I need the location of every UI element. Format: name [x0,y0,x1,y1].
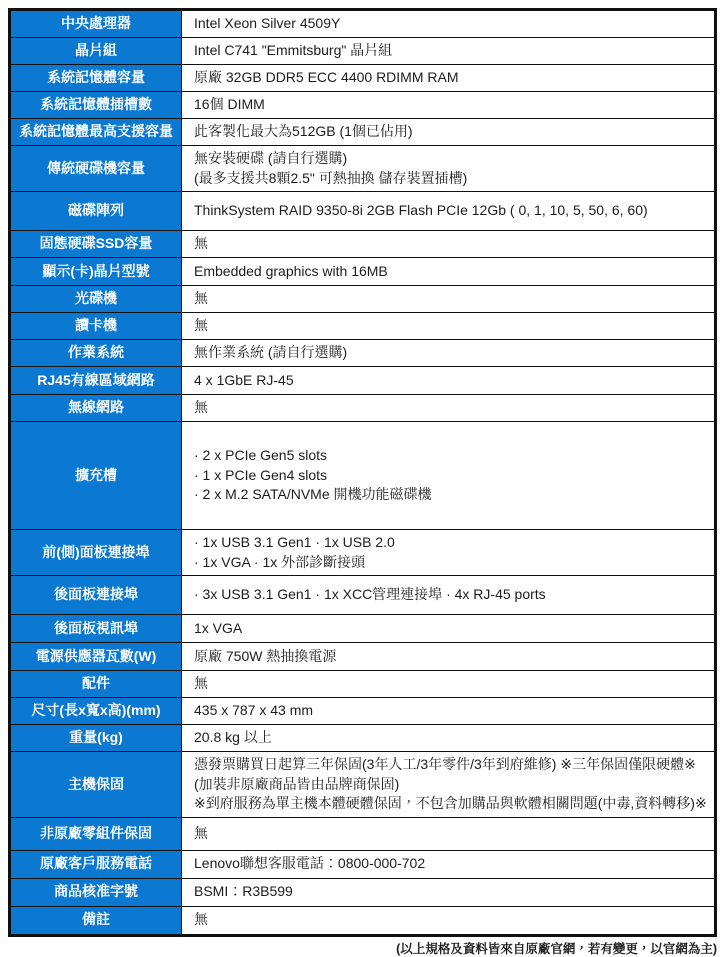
spec-label: 前(側)面板連接埠 [11,530,182,575]
spec-row-raid [11,192,714,231]
spec-row-lan [11,367,714,395]
spec-row-memory-max [11,119,714,146]
spec-value-line: 無 [194,824,208,841]
spec-label: 配件 [11,671,182,697]
spec-value [182,530,714,575]
spec-value [182,258,714,285]
spec-value-line: Lenovo聯想客服電話：0800-000-702 [194,855,426,872]
spec-value-line: 435 x 787 x 43 mm [194,702,314,719]
spec-value-line: Intel C741 "Emmitsburg" 晶片組 [194,42,393,59]
spec-row-memory [11,65,714,92]
spec-row-remarks [11,907,714,934]
spec-value-line: · 2 x M.2 SATA/NVMe 開機功能磁碟機 [194,486,432,503]
spec-value-line: 無 [194,675,208,692]
spec-row-os [11,340,714,367]
spec-value [182,286,714,312]
spec-value-line: Embedded graphics with 16MB [194,262,388,279]
spec-value-line: ThinkSystem RAID 9350-8i 2GB Flash PCIe 12Gb ( 0, 1, 10, 5, 50, 6, 60) [194,202,648,219]
spec-value-line: 1x VGA [194,619,243,636]
spec-value [182,38,714,64]
spec-value [182,231,714,257]
spec-value [182,192,714,230]
spec-value [182,119,714,145]
spec-row-memory-slots [11,92,714,119]
spec-value [182,907,714,934]
spec-value-line: 4 x 1GbE RJ-45 [194,371,294,388]
spec-row-service-phone [11,851,714,879]
spec-value-line: 憑發票購買日起算三年保固(3年人工/3年零件/3年到府維修) ※三年保固僅限硬體※ [194,756,696,772]
spec-value-line: 20.8 kg 以上 [194,729,272,746]
spec-value-line: ※到府服務為單主機本體硬體保固，不包含加購品與軟體相關問題(中毒,資料轉移)※ [194,795,707,811]
spec-value-line: Intel Xeon Silver 4509Y [194,15,341,32]
spec-label: 光碟機 [11,286,182,312]
spec-row-wireless [11,395,714,422]
spec-value-line: BSMI：R3B599 [194,883,293,900]
spec-value-line: · 2 x PCIe Gen5 slots [194,447,328,464]
spec-row-hdd [11,146,714,192]
spec-label: 擴充槽 [11,422,182,529]
spec-value [182,752,714,817]
spec-row-cpu [11,11,714,38]
spec-value-line: 此客製化最大為512GB (1個已佔用) [194,123,413,140]
spec-value [182,725,714,751]
spec-value [182,395,714,421]
spec-label: 晶片組 [11,38,182,64]
spec-value-line: · 1 x PCIe Gen4 slots [194,466,328,483]
spec-value [182,615,714,642]
spec-value-line: (加裝非原廠商品皆由品牌商保固) [194,775,400,792]
spec-label: 系統記憶體最高支援容量 [11,119,182,145]
spec-label: 無線網路 [11,395,182,421]
spec-label: 非原廠零組件保固 [11,818,182,850]
spec-value [182,698,714,724]
spec-value [182,422,714,529]
spec-value-line: 原廠 32GB DDR5 ECC 4400 RDIMM RAM [194,69,459,86]
spec-label: 原廠客戶服務電話 [11,851,182,878]
spec-row-weight [11,725,714,752]
spec-label: 商品核准字號 [11,879,182,906]
spec-row-rear-ports [11,576,714,615]
spec-value [182,65,714,91]
spec-row-optical-drive [11,286,714,313]
spec-row-accessories [11,671,714,698]
spec-value-line: 無 [194,235,208,252]
spec-value-line: · 1x VGA · 1x 外部診斷接頭 [194,553,366,570]
spec-row-front-ports [11,530,714,576]
spec-row-dimensions [11,698,714,725]
spec-label: 作業系統 [11,340,182,366]
spec-value [182,879,714,906]
spec-value [182,643,714,670]
spec-row-third-party-warranty [11,818,714,851]
spec-label: 磁碟陣列 [11,192,182,230]
spec-value-line: 無 [194,317,208,334]
spec-table [8,8,717,937]
spec-label: 主機保固 [11,752,182,817]
spec-value-line: (最多支援共8顆2.5" 可熱抽換 儲存裝置插槽) [194,169,468,186]
spec-value [182,340,714,366]
spec-row-graphics [11,258,714,286]
spec-row-rear-video [11,615,714,643]
spec-value-line: 無作業系統 (請自行選購) [194,344,348,361]
spec-value-line: 無 [194,399,208,416]
spec-value-line: 無安裝硬碟 (請自行選購) [194,150,348,166]
spec-label: 傳統硬碟機容量 [11,146,182,191]
spec-row-chipset [11,38,714,65]
spec-value [182,576,714,614]
spec-value-line: · 1x USB 3.1 Gen1 · 1x USB 2.0 [194,534,395,550]
spec-label: RJ45有線區域網路 [11,367,182,394]
spec-value [182,851,714,878]
spec-value [182,367,714,394]
spec-value [182,146,714,191]
spec-label: 中央處理器 [11,11,182,37]
spec-row-expansion-slots [11,422,714,530]
spec-row-card-reader [11,313,714,340]
spec-value [182,92,714,118]
spec-value-line: · 3x USB 3.1 Gen1 · 1x XCC管理連接埠 · 4x RJ-45 ports [194,586,546,603]
spec-value [182,11,714,37]
spec-value-line: 無 [194,290,208,307]
spec-label: 備註 [11,907,182,934]
spec-label: 系統記憶體容量 [11,65,182,91]
spec-label: 讀卡機 [11,313,182,339]
disclaimer-note: (以上規格及資料皆來自原廠官網，若有變更，以官網為主) [396,941,717,956]
spec-row-warranty [11,752,714,818]
spec-label: 系統記憶體插槽數 [11,92,182,118]
spec-value [182,671,714,697]
spec-label: 固態硬碟SSD容量 [11,231,182,257]
spec-label: 重量(kg) [11,725,182,751]
spec-row-approval-number [11,879,714,907]
spec-value [182,313,714,339]
spec-label: 後面板連接埠 [11,576,182,614]
spec-value [182,818,714,850]
spec-label: 尺寸(長x寬x高)(mm) [11,698,182,724]
spec-value-line: 無 [194,911,208,928]
spec-value-line: 原廠 750W 熱抽換電源 [194,647,337,664]
spec-label: 顯示(卡)晶片型號 [11,258,182,285]
spec-label: 電源供應器瓦數(W) [11,643,182,670]
spec-row-psu [11,643,714,671]
spec-row-ssd [11,231,714,258]
spec-label: 後面板視訊埠 [11,615,182,642]
spec-value-line: 16個 DIMM [194,96,265,113]
